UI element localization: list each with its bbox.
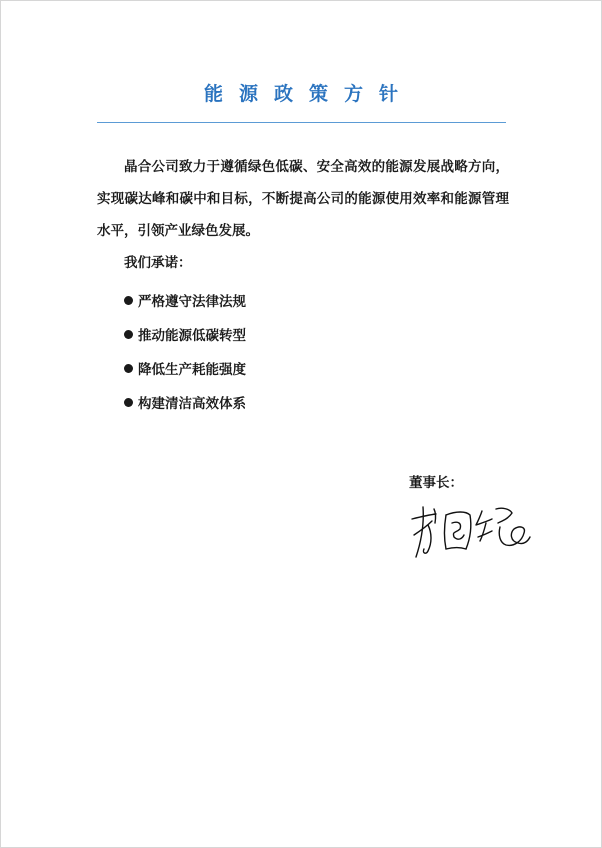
bullet-icon (124, 364, 133, 373)
promise-item (124, 317, 246, 351)
bullet-icon (124, 330, 133, 339)
bullet-icon (124, 296, 133, 305)
promise-text: 严格遵守法律法规 (138, 294, 246, 310)
document-title: 能源政策方针 (203, 83, 414, 105)
promise-list (124, 283, 246, 419)
title-divider (97, 122, 506, 123)
promise-heading: 我们承诺： (124, 255, 192, 271)
promise-text: 降低生产耗能强度 (138, 362, 246, 378)
promise-item (124, 283, 246, 317)
promise-text: 构建清洁高效体系 (138, 396, 246, 412)
bullet-icon (124, 398, 133, 407)
promise-item (124, 385, 246, 419)
signatory-label: 董事长： (409, 475, 463, 491)
policy-statement: 晶合公司致力于遵循绿色低碳、安全高效的能源发展战略方向，实现碳达峰和碳中和目标，不断提高公司的能源使用效率和能源管理水平，引领产业绿色发展。 (97, 159, 509, 239)
promise-text: 推动能源低碳转型 (138, 328, 246, 344)
promise-item (124, 351, 246, 385)
handwritten-signature (406, 501, 531, 563)
